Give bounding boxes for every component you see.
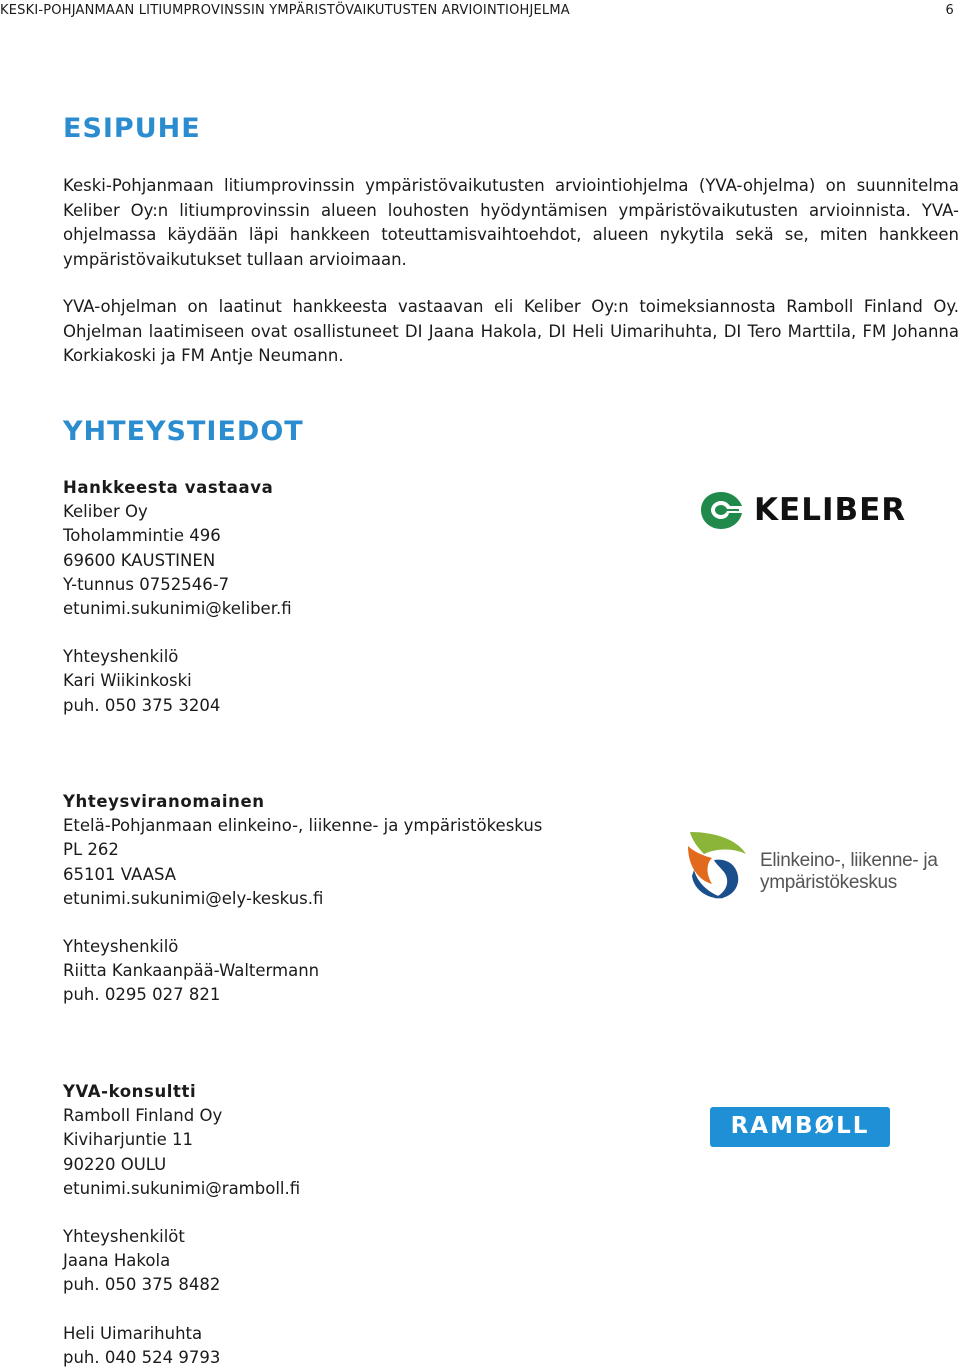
consultant-contact-label: Yhteyshenkilöt: [63, 1227, 185, 1247]
ramboll-logo-text: RAMBØLL: [730, 1113, 870, 1139]
preface-paragraph-2: YVA-ohjelman on laatinut hankkeesta vastaavan eli Keliber Oy:n toimeksiannosta Ramboll Finland Oy. Ohjelman laatimiseen ovat osallistuneet DI Jaana Hakola, DI Heli Uimarihuhta, DI Tero Marttila, FM Johanna Korkiakoski ja FM Antje Neumann.: [63, 297, 959, 365]
consultant-email: etunimi.sukunimi@ramboll.fi: [63, 1178, 301, 1198]
developer-address: Toholammintie 496: [63, 526, 221, 546]
contacts-heading: YHTEYSTIEDOT: [63, 416, 304, 447]
authority-phone: puh. 0295 027 821: [63, 985, 221, 1005]
consultant-contact-1-name: Jaana Hakola: [63, 1251, 171, 1271]
ely-logo-line-2: ympäristökeskus: [760, 872, 897, 893]
consultant-label: YVA-konsultti: [63, 1082, 197, 1101]
consultant-postal: 90220 OULU: [63, 1154, 167, 1174]
authority-org: Etelä-Pohjanmaan elinkeino-, liikenne- ja ympäristökeskus: [63, 816, 543, 836]
page-header: [0, 3, 960, 21]
ramboll-logo: [710, 1107, 890, 1147]
keliber-logo-text: KELIBER: [754, 492, 907, 528]
developer-phone: puh. 050 375 3204: [63, 695, 221, 715]
consultant-contact-2-name: Heli Uimarihuhta: [63, 1323, 203, 1343]
authority-contact-name: Riitta Kankaanpää-Waltermann: [63, 961, 320, 981]
authority-address: PL 262: [63, 840, 119, 860]
keliber-logo: [699, 488, 911, 534]
consultant-contact-block: [63, 1080, 300, 1370]
page-number: 6: [945, 3, 954, 18]
developer-org: Keliber Oy: [63, 502, 148, 522]
developer-business-id: Y-tunnus 0752546-7: [63, 574, 230, 594]
authority-postal: 65101 VAASA: [63, 864, 177, 884]
consultant-contact-2-phone: puh. 040 524 9793: [63, 1347, 221, 1367]
developer-postal: 69600 KAUSTINEN: [63, 550, 216, 570]
authority-email: etunimi.sukunimi@ely-keskus.fi: [63, 888, 324, 908]
document-title: KESKI-POHJANMAAN LITIUMPROVINSSIN YMPÄRISTÖVAIKUTUSTEN ARVIOINTIOHJELMA: [0, 3, 570, 18]
authority-contact-block: [63, 790, 542, 1008]
authority-label: Yhteysviranomainen: [63, 792, 265, 811]
developer-contact-name: Kari Wiikinkoski: [63, 671, 192, 691]
ely-logo: [684, 830, 954, 902]
ely-logo-line-1: Elinkeino-, liikenne- ja: [760, 850, 938, 871]
developer-email: etunimi.sukunimi@keliber.fi: [63, 599, 292, 619]
ely-emblem-icon: [684, 830, 748, 902]
developer-contact-label: Yhteyshenkilö: [63, 647, 179, 667]
developer-contact-block: [63, 476, 292, 718]
consultant-contact-1-phone: puh. 050 375 8482: [63, 1275, 221, 1295]
developer-label: Hankkeesta vastaava: [63, 478, 274, 497]
preface-paragraph-1: Keski-Pohjanmaan litiumprovinssin ympäristövaikutusten arviointiohjelma (YVA-ohjelma) on suunnitelma Keliber Oy:n litiumprovinssin alueen louhosten hyödyntämisen ympäristövaikutusten arvioinnista. YVA-ohjelmassa käydään läpi hankkeen toteuttamisvaihtoehdot, alueen nykytila sekä se, miten hankkeen ympäristövaikutukset tullaan arvioimaan.: [63, 176, 959, 269]
preface-heading: ESIPUHE: [63, 113, 201, 144]
consultant-address: Kiviharjuntie 11: [63, 1130, 194, 1150]
authority-contact-label: Yhteyshenkilö: [63, 937, 179, 957]
consultant-org: Ramboll Finland Oy: [63, 1106, 223, 1126]
